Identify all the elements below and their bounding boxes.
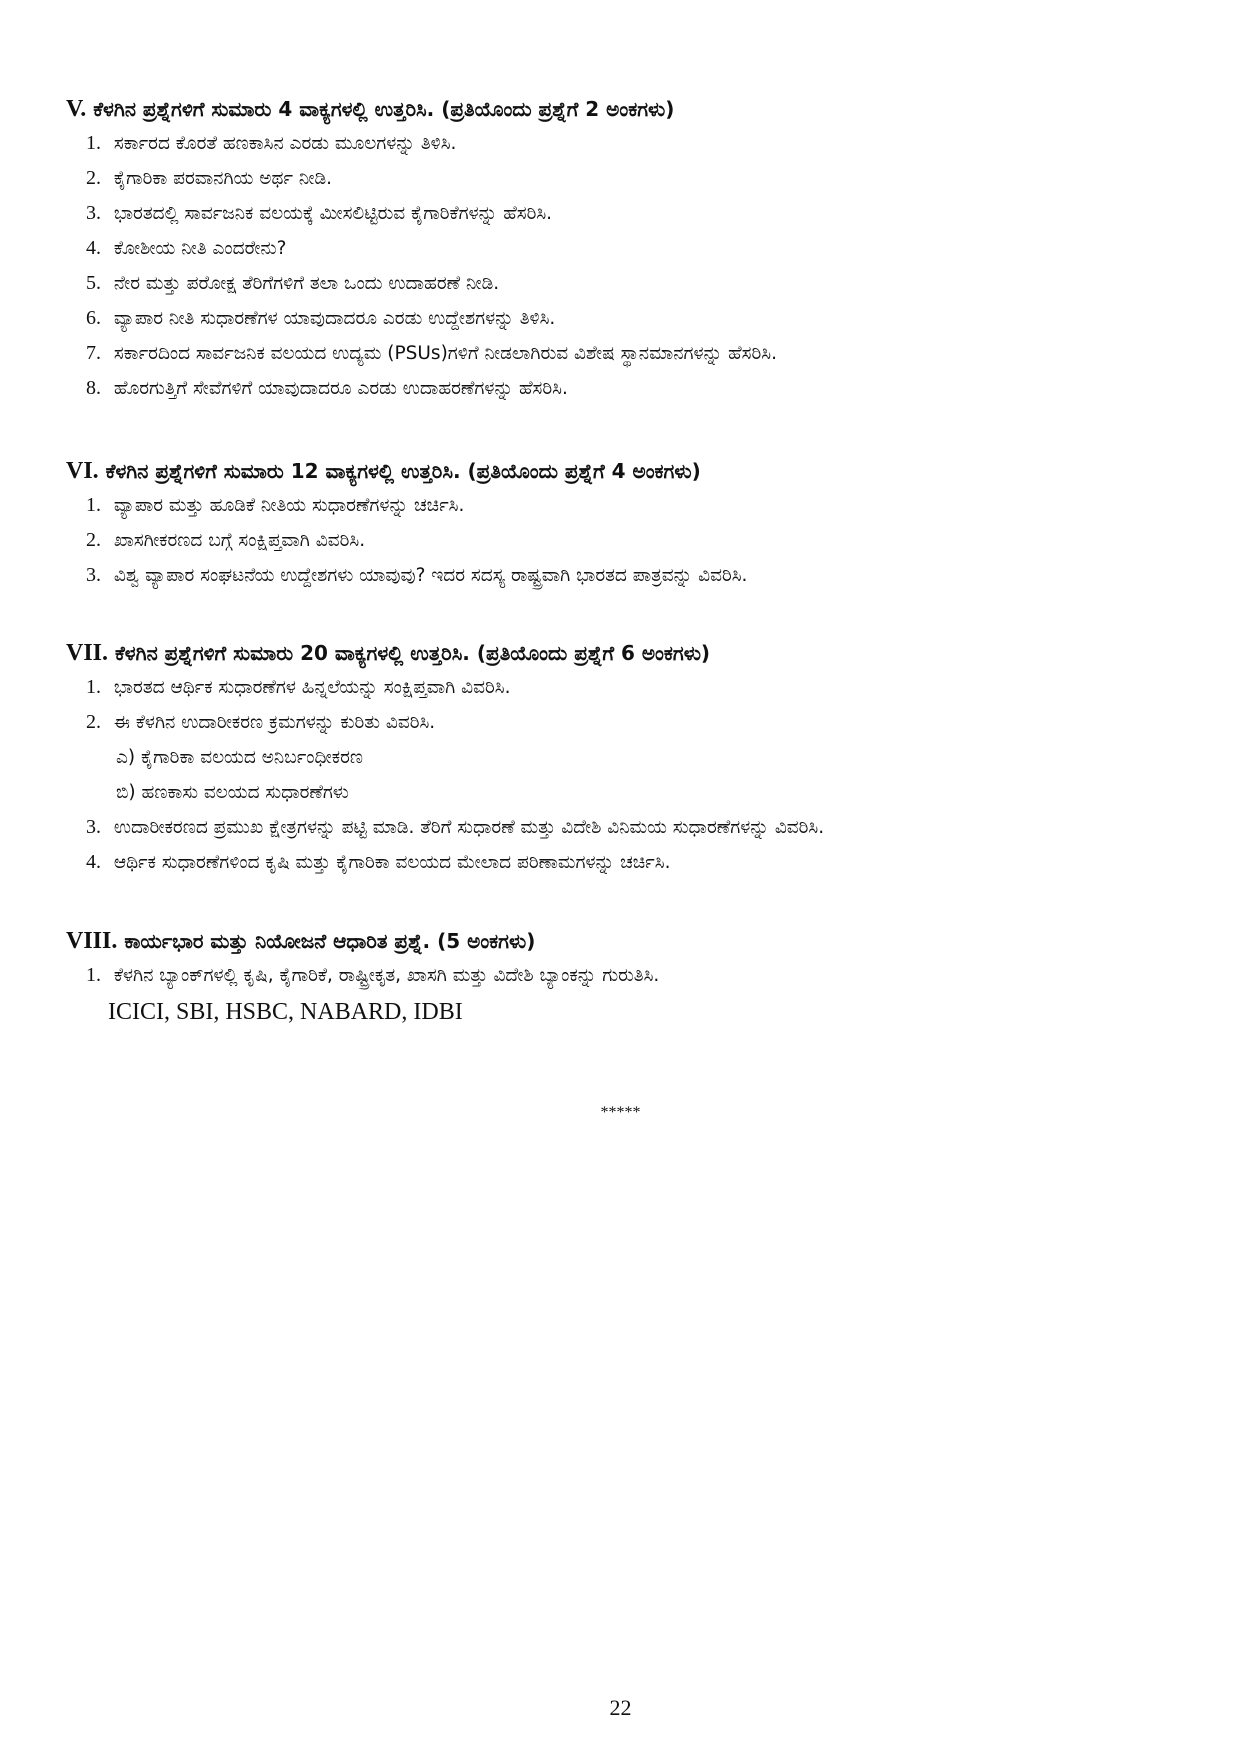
question-text: ನೇರ ಮತ್ತು ಪರೋಕ್ಷ ತೆರಿಗೆಗಳಿಗೆ ತಲಾ ಒಂದು ಉದಾಹರಣೆ ನೀಡಿ. — [113, 273, 500, 294]
question-text: ಕೆಳಗಿನ ಬ್ಯಾಂಕ್‌ಗಳಲ್ಲಿ ಕೃಷಿ, ಕೈಗಾರಿಕೆ, ರಾಷ್ಟ್ರೀಕೃತ, ಖಾಸಗಿ ಮತ್ತು ವಿದೇಶಿ ಬ್ಯಾಂಕನ್ನು ಗುರುತಿಸಿ. — [113, 965, 660, 986]
question-item — [66, 336, 1176, 371]
question-text: ಕೈಗಾರಿಕಾ ಪರವಾನಗಿಯ ಅರ್ಥ ನೀಡಿ. — [113, 168, 333, 189]
question-number: 4. — [86, 851, 101, 873]
question-text: ವಿಶ್ವ ವ್ಯಾಪಾರ ಸಂಘಟನೆಯ ಉದ್ದೇಶಗಳು ಯಾವುವು? ಇದರ ಸದಸ್ಯ ರಾಷ್ಟ್ರವಾಗಿ ಭಾರತದ ಪಾತ್ರವನ್ನು ವಿವರಿಸಿ. — [113, 565, 748, 586]
question-number: 7. — [86, 342, 101, 364]
question-text: ಖಾಸಗೀಕರಣದ ಬಗ್ಗೆ ಸಂಕ್ಷಿಪ್ತವಾಗಿ ವಿವರಿಸಿ. — [113, 530, 366, 551]
question-number: 8. — [86, 377, 101, 399]
question-item — [66, 670, 1176, 705]
question-item — [66, 231, 1176, 266]
question-number: 5. — [86, 272, 101, 294]
sub-item: ಎ) ಕೈಗಾರಿಕಾ ವಲಯದ ಅನಿರ್ಬಂಧೀಕರಣ — [116, 747, 363, 768]
question-item — [66, 845, 1176, 880]
section-heading — [66, 454, 1176, 488]
section-heading — [66, 924, 1176, 958]
question-text: ಭಾರತದ ಆರ್ಥಿಕ ಸುಧಾರಣೆಗಳ ಹಿನ್ನಲೆಯನ್ನು ಸಂಕ್ಷಿಪ್ತವಾಗಿ ವಿವರಿಸಿ. — [113, 677, 511, 698]
question-list — [66, 126, 1176, 406]
section-roman-numeral: VIII. — [66, 928, 118, 954]
question-item — [66, 126, 1176, 161]
section-heading — [66, 636, 1176, 670]
bank-names-list: ICICI, SBI, HSBC, NABARD, IDBI — [108, 999, 463, 1025]
section-vi — [66, 454, 1176, 593]
question-number: 2. — [86, 167, 101, 189]
question-item — [66, 523, 1176, 558]
section-heading-text: ಕಾರ್ಯಭಾರ ಮತ್ತು ನಿಯೋಜನೆ ಆಧಾರಿತ ಪ್ರಶ್ನೆ. (5 ಅಂಕಗಳು) — [124, 929, 536, 953]
question-item — [66, 705, 1176, 740]
section-vii — [66, 636, 1176, 880]
section-roman-numeral: VI. — [66, 458, 99, 484]
question-item — [66, 810, 1176, 845]
question-item — [66, 958, 1176, 993]
question-number: 6. — [86, 307, 101, 329]
question-number: 3. — [86, 816, 101, 838]
question-text: ವ್ಯಾಪಾರ ಮತ್ತು ಹೂಡಿಕೆ ನೀತಿಯ ಸುಧಾರಣೆಗಳನ್ನು ಚರ್ಚಿಸಿ. — [113, 495, 465, 516]
section-viii — [66, 924, 1176, 1031]
question-number: 3. — [86, 202, 101, 224]
question-number: 2. — [86, 529, 101, 551]
question-item — [66, 371, 1176, 406]
section-heading — [66, 92, 1176, 126]
question-text: ಹೊರಗುತ್ತಿಗೆ ಸೇವೆಗಳಿಗೆ ಯಾವುದಾದರೂ ಎರಡು ಉದಾಹರಣೆಗಳನ್ನು ಹೆಸರಿಸಿ. — [113, 378, 568, 399]
question-item — [66, 301, 1176, 336]
question-number: 1. — [86, 132, 101, 154]
section-roman-numeral: VII. — [66, 640, 109, 666]
section-roman-numeral: V. — [66, 96, 87, 122]
question-text: ಸರ್ಕಾರದಿಂದ ಸಾರ್ವಜನಿಕ ವಲಯದ ಉದ್ಯಮ (PSUs)ಗಳಿಗೆ ನೀಡಲಾಗಿರುವ ವಿಶೇಷ ಸ್ಥಾನಮಾನಗಳನ್ನು ಹೆಸರಿಸಿ. — [113, 343, 777, 364]
question-text: ಭಾರತದಲ್ಲಿ ಸಾರ್ವಜನಿಕ ವಲಯಕ್ಕೆ ಮೀಸಲಿಟ್ಟಿರುವ ಕೈಗಾರಿಕೆಗಳನ್ನು ಹೆಸರಿಸಿ. — [113, 203, 553, 224]
question-number: 1. — [86, 676, 101, 698]
question-item — [66, 196, 1176, 231]
question-number: 3. — [86, 564, 101, 586]
question-item — [66, 161, 1176, 196]
question-item — [66, 266, 1176, 301]
end-asterisks: ***** — [600, 1104, 641, 1121]
section-heading-text: ಕೆಳಗಿನ ಪ್ರಶ್ನೆಗಳಿಗೆ ಸುಮಾರು 4 ವಾಕ್ಯಗಳಲ್ಲಿ ಉತ್ತರಿಸಿ. (ಪ್ರತಿಯೊಂದು ಪ್ರಶ್ನೆಗೆ 2 ಅಂಕಗಳು) — [93, 97, 675, 121]
sub-item: ಬಿ) ಹಣಕಾಸು ವಲಯದ ಸುಧಾರಣೆಗಳು — [116, 782, 349, 803]
question-item — [66, 558, 1176, 593]
question-list — [66, 670, 1176, 880]
section-heading-text: ಕೆಳಗಿನ ಪ್ರಶ್ನೆಗಳಿಗೆ ಸುಮಾರು 12 ವಾಕ್ಯಗಳಲ್ಲಿ ಉತ್ತರಿಸಿ. (ಪ್ರತಿಯೊಂದು ಪ್ರಶ್ನೆಗೆ 4 ಅಂಕಗಳು) — [105, 459, 701, 483]
question-number: 2. — [86, 711, 101, 733]
question-list — [66, 488, 1176, 593]
question-text: ಆರ್ಥಿಕ ಸುಧಾರಣೆಗಳಿಂದ ಕೃಷಿ ಮತ್ತು ಕೈಗಾರಿಕಾ ವಲಯದ ಮೇಲಾದ ಪರಿಣಾಮಗಳನ್ನು ಚರ್ಚಿಸಿ. — [113, 852, 671, 873]
sub-item-list — [66, 740, 1176, 810]
question-text: ಸರ್ಕಾರದ ಕೊರತೆ ಹಣಕಾಸಿನ ಎರಡು ಮೂಲಗಳನ್ನು ತಿಳಿಸಿ. — [113, 133, 457, 154]
page-number: 22 — [609, 1695, 632, 1720]
question-item — [66, 488, 1176, 523]
question-number: 1. — [86, 964, 101, 986]
question-text: ಉದಾರೀಕರಣದ ಪ್ರಮುಖ ಕ್ಷೇತ್ರಗಳನ್ನು ಪಟ್ಟಿ ಮಾಡಿ. ತೆರಿಗೆ ಸುಧಾರಣೆ ಮತ್ತು ವಿದೇಶಿ ವಿನಿಮಯ ಸುಧಾರಣೆಗಳನ್ನು ವಿವರಿಸಿ. — [113, 817, 825, 838]
question-text: ಈ ಕೆಳಗಿನ ಉದಾರೀಕರಣ ಕ್ರಮಗಳನ್ನು ಕುರಿತು ವಿವರಿಸಿ. — [113, 712, 436, 733]
question-text: ಕೋಶೀಯ ನೀತಿ ಎಂದರೇನು? — [113, 238, 287, 259]
question-number: 1. — [86, 494, 101, 516]
section-heading-text: ಕೆಳಗಿನ ಪ್ರಶ್ನೆಗಳಿಗೆ ಸುಮಾರು 20 ವಾಕ್ಯಗಳಲ್ಲಿ ಉತ್ತರಿಸಿ. (ಪ್ರತಿಯೊಂದು ಪ್ರಶ್ನೆಗೆ 6 ಅಂಕಗಳು) — [114, 641, 711, 665]
sub-item-group — [66, 740, 1176, 810]
question-list — [66, 958, 1176, 993]
question-text: ವ್ಯಾಪಾರ ನೀತಿ ಸುಧಾರಣೆಗಳ ಯಾವುದಾದರೂ ಎರಡು ಉದ್ದೇಶಗಳನ್ನು ತಿಳಿಸಿ. — [113, 308, 556, 329]
section-v — [66, 92, 1176, 406]
question-number: 4. — [86, 237, 101, 259]
